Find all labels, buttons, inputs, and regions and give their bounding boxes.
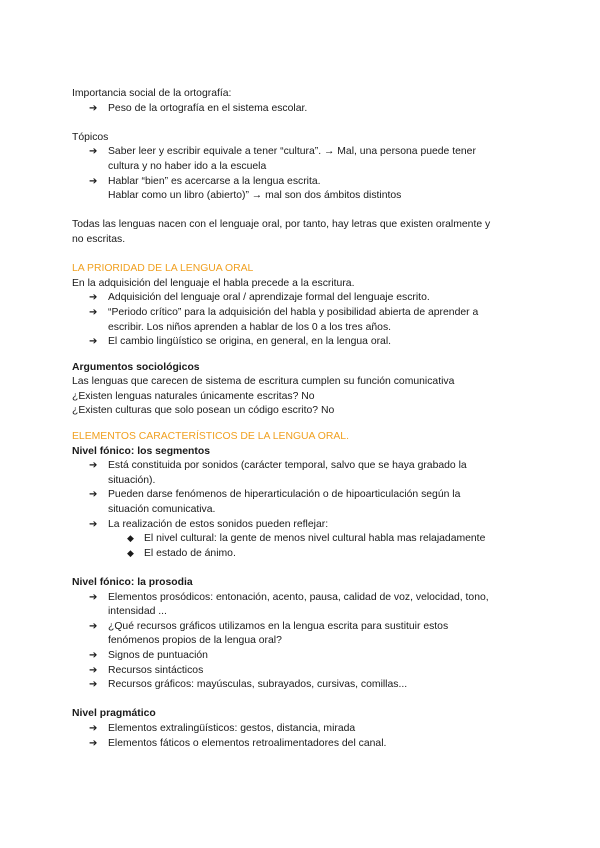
paragraph: no escritas. xyxy=(72,233,126,245)
document-page xyxy=(72,87,532,751)
diamond-bullet-icon: ◆ xyxy=(127,534,134,545)
arrow-bullet-icon: ➔ xyxy=(89,292,98,304)
paragraph: ¿Existen lenguas naturales únicamente escritas? No xyxy=(72,390,315,402)
arrow-bullet-icon: ➔ xyxy=(89,620,98,632)
diamond-bullet-icon: ◆ xyxy=(127,548,134,559)
arrow-bullet-icon: ➔ xyxy=(89,489,98,501)
arrow-bullet-icon: ➔ xyxy=(89,649,98,661)
bullet-item: ➔ Elementos prosódicos: entonación, acento, pausa, calidad de voz, velocidad, tono, intensidad ... xyxy=(89,591,489,618)
arrow-bullet-icon: ➔ xyxy=(89,737,98,749)
bullet-item: ➔ ¿Qué recursos gráficos utilizamos en la lengua escrita para sustituir estos fenómenos propios de la lengua oral? xyxy=(89,620,449,647)
bullet-item: ➔ Peso de la ortografía en el sistema escolar. xyxy=(72,102,532,117)
intro-heading: Importancia social de la ortografía: xyxy=(72,88,232,99)
bullet-item: ➔ El cambio lingüístico se origina, en general, en la lengua oral. xyxy=(72,335,532,350)
bullet-item: ➔ Signos de puntuación xyxy=(72,649,532,664)
bullet-item: ➔ Recursos gráficos: mayúsculas, subrayados, cursivas, comillas... xyxy=(72,678,532,693)
bullet-item: ➔ Elementos fáticos o elementos retroalimentadores del canal. xyxy=(72,737,532,752)
section-title: ELEMENTOS CARACTERÍSTICOS DE LA LENGUA ORAL. xyxy=(72,431,349,443)
subsection-title: Nivel pragmático xyxy=(72,708,156,720)
arrow-bullet-icon: ➔ xyxy=(89,102,98,114)
bullet-item: ➔ Pueden darse fenómenos de hiperarticulación o de hipoarticulación según la situación comunicativa. xyxy=(89,489,461,516)
bullet-item: ➔ La realización de estos sonidos pueden reflejar: xyxy=(72,518,532,533)
bullet-item: ➔ Elementos extralingüísticos: gestos, distancia, mirada xyxy=(72,722,532,737)
arrow-bullet-icon: ➔ xyxy=(89,664,98,676)
arrow-bullet-icon: ➔ xyxy=(89,306,98,318)
paragraph: Todas las lenguas nacen con el lenguaje oral, por tanto, hay letras que existen oralmente y xyxy=(72,219,491,231)
arrow-bullet-icon: ➔ xyxy=(89,146,98,158)
bullet-item: ➔ Recursos sintácticos xyxy=(72,664,532,679)
section-title: LA PRIORIDAD DE LA LENGUA ORAL xyxy=(72,263,254,275)
paragraph: ¿Existen culturas que solo posean un código escrito? No xyxy=(72,405,335,417)
arrow-bullet-icon: ➔ xyxy=(89,175,98,187)
subsection-title: Nivel fónico: los segmentos xyxy=(72,445,210,457)
bullet-item: ➔ Saber leer y escribir equivale a tener “cultura”. → Mal, una persona puede tener cultura y no haber ido a la escuela xyxy=(89,146,476,172)
arrow-bullet-icon: ➔ xyxy=(89,336,98,348)
topicos-heading: Tópicos xyxy=(72,131,109,143)
bullet-item: ➔ Está constituida por sonidos (carácter temporal, salvo que se haya grabado la situación). xyxy=(89,460,467,486)
subsection-title: Nivel fónico: la prosodia xyxy=(72,577,193,588)
bullet-item: ➔ “Periodo crítico” para la adquisición del habla y posibilidad abierta de aprender a escribir. Los niños aprenden a hablar de los 0 a los tres años. xyxy=(89,306,479,333)
bullet-item: ➔ Adquisición del lenguaje oral / aprendizaje formal del lenguaje escrito. xyxy=(72,291,532,306)
sub-bullet-item: ◆ El estado de ánimo. xyxy=(72,547,532,562)
bullet-item: ➔ Hablar “bien” es acercarse a la lengua escrita. Hablar como un libro (abierto)” → mal son dos ámbitos distintos xyxy=(89,175,402,202)
arrow-bullet-icon: ➔ xyxy=(89,722,98,734)
arrow-bullet-icon: ➔ xyxy=(89,591,98,603)
paragraph: Las lenguas que carecen de sistema de escritura cumplen su función comunicativa xyxy=(72,376,455,388)
sub-bullet-item: ◆ El nivel cultural: la gente de menos nivel cultural habla mas relajadamente xyxy=(72,532,532,547)
arrow-bullet-icon: ➔ xyxy=(89,460,98,472)
arrow-bullet-icon: ➔ xyxy=(89,679,98,691)
arrow-bullet-icon: ➔ xyxy=(89,518,98,530)
subsection-title: Argumentos sociológicos xyxy=(72,361,200,373)
paragraph: En la adquisición del lenguaje el habla precede a la escritura. xyxy=(72,277,355,289)
